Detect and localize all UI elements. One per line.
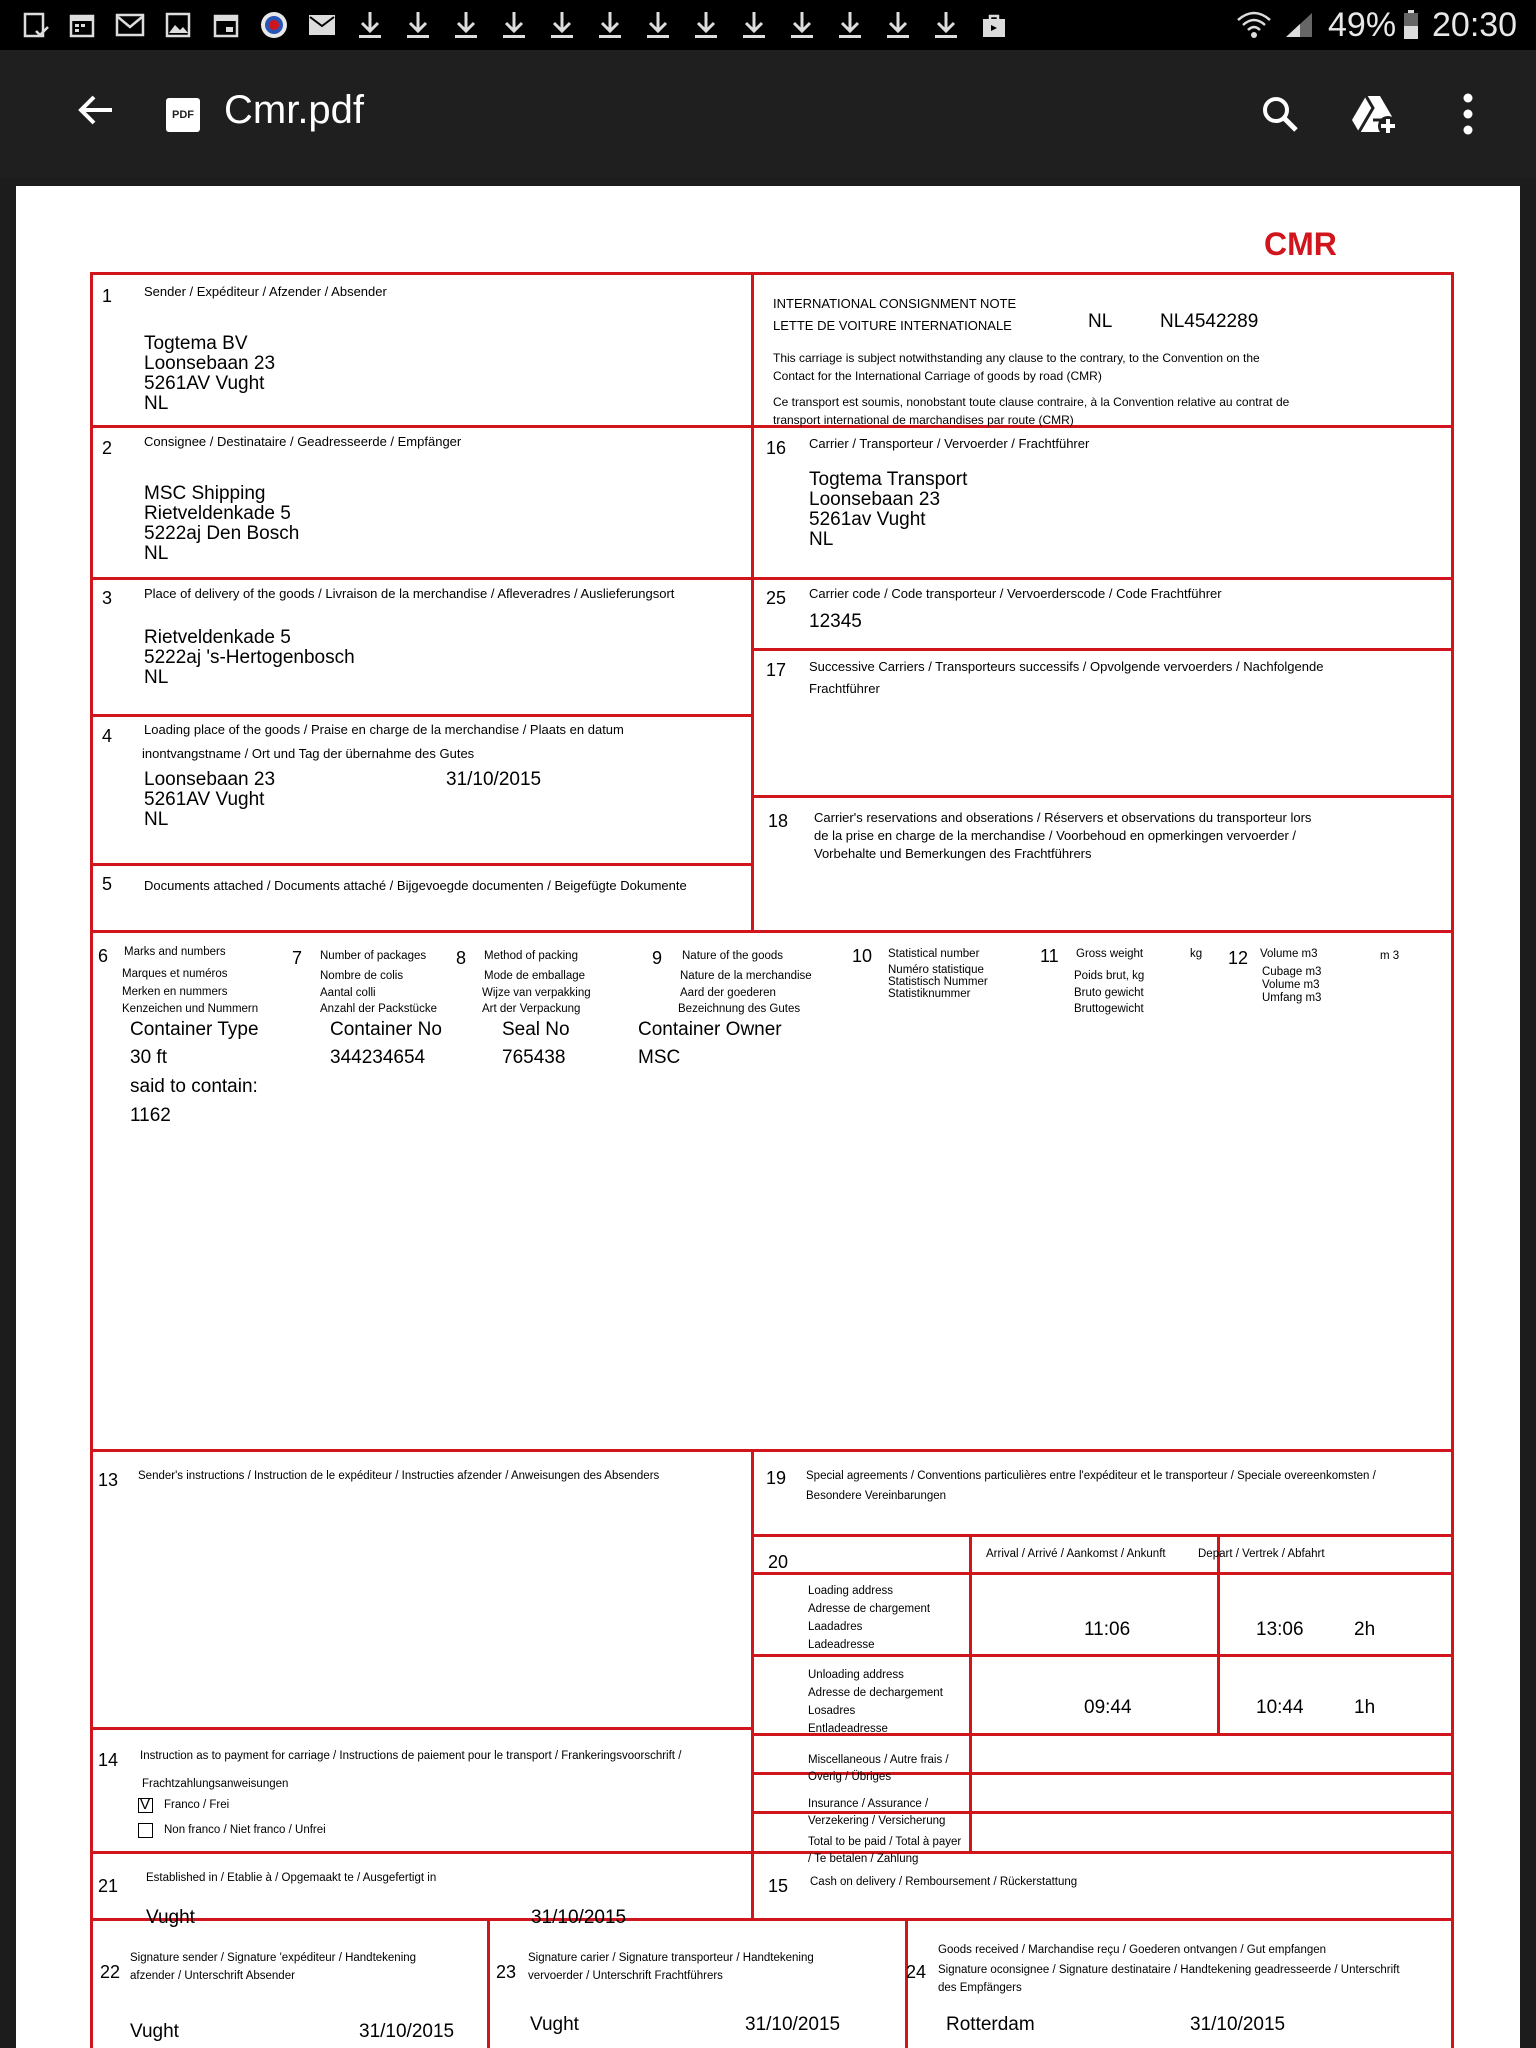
field-19-label-1: Special agreements / Conventions particulières entre l'expéditeur et le transporteur / Speciale overeenkomsten / [806,1470,1376,1482]
field-18-label-2: de la prise en charge de la merchandise / Voorbehoud en opmerkingen vervoerder / [814,828,1297,843]
pdf-page[interactable] [16,186,1520,2048]
field-7-label-3: Aantal colli [320,987,376,999]
field-12-number: 12 [1228,948,1249,968]
field-7-label-4: Anzahl der Packstücke [320,1003,437,1015]
loading-label-4: Ladeadresse [808,1639,875,1651]
unloading-depart-cell [1217,1654,1454,1736]
field-24-label-0: Goods received / Marchandise reçu / Goederen ontvangen / Gut empfangen [938,1944,1327,1956]
download-icon [354,10,386,40]
unloading-arrival-cell [969,1654,1220,1736]
download-icon [594,10,626,40]
field-8-label-1: Method of packing [484,950,578,962]
field-16-number: 16 [766,438,787,458]
total-value-cell [969,1811,1454,1854]
download-icon [834,10,866,40]
field-6-label-4: Kenzeichen und Nummern [122,1003,259,1015]
field-21-label: Established in / Etablie à / Opgemaakt te / Ausgefertigt in [146,1872,437,1884]
total-label-2: / Te betalen / Zahlung [808,1853,919,1865]
field-7-number: 7 [292,948,303,968]
field-23-number: 23 [496,1962,517,1982]
unit-kg: kg [1190,948,1203,960]
mail-icon [306,10,338,40]
add-to-drive-icon[interactable] [1350,90,1398,138]
field-18-label-3: Vorbehalte und Bemerkungen des Frachtführers [814,846,1092,861]
wifi-icon [1234,10,1274,40]
search-icon[interactable] [1256,90,1304,138]
back-arrow-icon[interactable] [72,86,120,134]
goods-header-container-no: Container No [330,1019,442,1040]
field-12-label-1: Volume m3 [1260,948,1318,960]
app-badge-icon [258,10,290,40]
signal-icon [1282,10,1316,40]
consignee-name: MSC Shipping [144,483,266,504]
field-23-label-2: vervoerder / Unterschrift Frachtführers [528,1970,723,1982]
intl-line-2: LETTE DE VOITURE INTERNATIONALE [773,318,1012,333]
field-4-label-2: inontvangstname / Ort und Tag der übernahme des Gutes [142,746,475,761]
unloading-duration: 1h [1354,1697,1376,1718]
container-no-value: 344234654 [330,1047,426,1068]
loading-arrival-cell [969,1572,1220,1657]
download-icon [402,10,434,40]
field-9-label-3: Aard der goederen [680,987,776,999]
loading-label-1: Loading address [808,1585,894,1597]
field-19-number: 19 [766,1468,787,1488]
consignment-number: NL4542289 [1160,311,1259,332]
carrier-code: 12345 [809,611,862,632]
field-8-number: 8 [456,948,467,968]
calendar-icon [66,10,98,40]
field-10-label-3: Statistisch Nummer [888,976,988,988]
field-4-number: 4 [102,726,113,746]
field-14-label-1: Instruction as to payment for carriage / Instructions de paiement pour le transport / Frankeringsvoorschrift / [140,1750,682,1762]
delivery-city: 5222aj 's-Hertogenbosch [144,647,355,668]
field-22-label-2: afzender / Unterschrift Absender [130,1970,295,1982]
carrier-country: NL [809,529,834,550]
total-label-1: Total to be paid / Total à payer [808,1836,962,1848]
sender-country: NL [144,393,169,414]
field-20-number: 20 [768,1552,789,1572]
non-franco-label: Non franco / Niet franco / Unfrei [164,1824,326,1836]
insurance-value-cell [969,1772,1454,1814]
field-15-number: 15 [768,1876,789,1896]
shopping-bag-icon [978,10,1010,40]
field-12-label-3: Volume m3 [1262,979,1320,991]
field-17-label-1: Successive Carriers / Transporteurs successifs / Opvolgende vervoerders / Nachfolgende [809,659,1324,674]
field-7-label-1: Number of packages [320,950,427,962]
download-icon [690,10,722,40]
loading-street: Loonsebaan 23 [144,769,276,790]
field-8-label-4: Art der Verpackung [482,1003,581,1015]
field-5-number: 5 [102,874,113,894]
battery-icon [1400,10,1422,40]
download-icon [882,10,914,40]
sender-name: Togtema BV [144,333,248,354]
field-24-label-2: des Empfängers [938,1982,1022,1994]
non-franco-checkbox[interactable] [138,1823,153,1838]
intl-country: NL [1088,311,1113,332]
field-25-label: Carrier code / Code transporteur / Vervoerderscode / Code Frachtführer [809,586,1222,601]
unloading-depart-time: 10:44 [1256,1697,1304,1718]
depart-header: Depart / Vertrek / Abfahrt [1198,1548,1325,1560]
field-6-label-3: Merken en nummers [122,986,228,998]
screenshot-icon [20,10,52,40]
loading-label-2: Adresse de chargement [808,1603,931,1615]
carrier-city: 5261av Vught [809,509,926,530]
download-icon [738,10,770,40]
download-icon [546,10,578,40]
franco-check-mark: V [140,1796,151,1813]
sender-city: 5261AV Vught [144,373,265,394]
franco-label: Franco / Frei [164,1799,230,1811]
misc-label-2: Overig / Übriges [808,1771,892,1783]
insurance-label-2: Verzekering / Versicherung [808,1815,946,1827]
loading-date: 31/10/2015 [446,769,542,790]
field-17-number: 17 [766,660,787,680]
download-icon [930,10,962,40]
gmail-icon [114,10,146,40]
field-6-label-2: Marques et numéros [122,968,228,980]
field-17-label-2: Frachtführer [809,681,880,696]
intl-line-1: INTERNATIONAL CONSIGNMENT NOTE [773,296,1017,311]
field-13-label: Sender's instructions / Instruction de le expéditeur / Instructies afzender / Anweisungen des Absenders [138,1470,660,1482]
field-1-label: Sender / Expéditeur / Afzender / Absender [144,284,387,299]
download-icon [786,10,818,40]
field-9-label-1: Nature of the goods [682,950,784,962]
field-9-number: 9 [652,948,663,968]
calendar-event-icon [210,10,242,40]
field-11-label-3: Bruto gewicht [1074,987,1144,999]
field-7-label-2: Nombre de colis [320,970,404,982]
field-18-number: 18 [768,811,789,831]
image-icon [162,10,194,40]
field-15-label: Cash on delivery / Remboursement / Rückerstattung [810,1876,1078,1888]
unloading-arrival-time: 09:44 [1084,1697,1132,1718]
clock: 20:30 [1432,6,1518,44]
field-8-label-3: Wijze van verpakking [482,987,591,999]
unit-m3: m 3 [1380,950,1400,962]
carrier-sign-date: 31/10/2015 [745,2014,841,2035]
loading-label-3: Laadadres [808,1621,863,1633]
more-options-icon[interactable] [1444,90,1492,138]
said-to-contain: said to contain: [130,1076,258,1097]
delivery-country: NL [144,667,169,688]
field-9-label-4: Bezeichnung des Gutes [678,1003,801,1015]
intl-para-1b: Contact for the International Carriage of goods by road (CMR) [773,369,1102,383]
intl-para-2a: Ce transport est soumis, nonobstant toute clause contraire, à la Convention relative au contrat de [773,395,1290,409]
delivery-street: Rietveldenkade 5 [144,627,291,648]
consignee-sign-place: Rotterdam [946,2014,1035,2035]
field-14-label-2: Frachtzahlungsanweisungen [142,1778,289,1790]
arrival-header: Arrival / Arrivé / Aankomst / Ankunft [986,1548,1166,1560]
unloading-label-4: Entladeadresse [808,1723,888,1735]
seal-no-value: 765438 [502,1047,566,1068]
field-22-label-1: Signature sender / Signature 'expéditeur / Handtekening [130,1952,417,1964]
field-11-label-2: Poids brut, kg [1074,970,1145,982]
intl-para-2b: transport international de marchandises par route (CMR) [773,413,1074,427]
consignee-country: NL [144,543,169,564]
unloading-label-1: Unloading address [808,1669,904,1681]
field-12-label-2: Cubage m3 [1262,966,1322,978]
contents-count: 1162 [130,1105,171,1126]
misc-value-cell [969,1733,1454,1775]
unloading-label-2: Adresse de dechargement [808,1687,943,1699]
field-18-label-1: Carrier's reservations and obserations / Réservers et observations du transporteur lors [814,810,1312,825]
field-14-number: 14 [98,1750,119,1770]
carrier-street: Loonsebaan 23 [809,489,941,510]
field-24-label-1: Signature oconsignee / Signature destinataire / Handtekening geadresseerde / Unterschrift [938,1964,1400,1976]
container-owner-value: MSC [638,1047,681,1068]
field-3-label: Place of delivery of the goods / Livraison de la merchandise / Afleveradres / Auslieferungsort [144,586,675,601]
consignee-city: 5222aj Den Bosch [144,523,300,544]
goods-header-container-type: Container Type [130,1019,259,1040]
loading-country: NL [144,809,169,830]
loading-duration: 2h [1354,1619,1376,1640]
sender-sign-place: Vught [130,2021,179,2042]
field-3-number: 3 [102,588,113,608]
field-12-label-4: Umfang m3 [1262,992,1322,1004]
field-13-number: 13 [98,1470,119,1490]
download-icon [450,10,482,40]
unloading-label-3: Losadres [808,1705,856,1717]
field-10-number: 10 [852,946,873,966]
field-19-label-2: Besondere Vereinbarungen [806,1490,947,1502]
loading-depart-cell [1217,1572,1454,1657]
download-icon [642,10,674,40]
field-21-number: 21 [98,1876,119,1896]
carrier-name: Togtema Transport [809,469,968,490]
document-title: Cmr.pdf [224,88,365,132]
consignee-sign-date: 31/10/2015 [1190,2014,1286,2035]
field-22-number: 22 [100,1962,121,1982]
field-11-number: 11 [1040,946,1059,966]
field-11-label-1: Gross weight [1076,948,1144,960]
field-23-label-1: Signature carier / Signature transporteur / Handtekening [528,1952,814,1964]
franco-checkbox[interactable] [138,1798,153,1813]
app-bar [0,50,1536,178]
consignee-street: Rietveldenkade 5 [144,503,291,524]
sender-sign-date: 31/10/2015 [359,2021,455,2042]
field-1-number: 1 [102,286,113,306]
pdf-file-icon: PDF [166,98,200,132]
goods-header-container-owner: Container Owner [638,1019,782,1040]
field-8-label-2: Mode de emballage [484,970,586,982]
misc-label-1: Miscellaneous / Autre frais / [808,1754,949,1766]
battery-percent: 49% [1328,6,1397,44]
goods-header-seal-no: Seal No [502,1019,570,1040]
field-10-label-1: Statistical number [888,948,980,960]
carrier-sign-place: Vught [530,2014,579,2035]
intl-para-1a: This carriage is subject notwithstanding any clause to the contrary, to the Convention on the [773,351,1260,365]
field-10-label-2: Numéro statistique [888,964,984,976]
field-6-label-1: Marks and numbers [124,946,226,958]
loading-depart-time: 13:06 [1256,1619,1304,1640]
field-9-label-2: Nature de la merchandise [680,970,812,982]
field-5-label: Documents attached / Documents attaché / Bijgevoegde documenten / Beigefügte Dokumente [144,878,687,893]
loading-city: 5261AV Vught [144,789,265,810]
field-24-number: 24 [906,1962,927,1982]
established-date: 31/10/2015 [531,1907,627,1928]
field-11-label-4: Bruttogewicht [1074,1003,1144,1015]
field-10-label-4: Statistiknummer [888,988,971,1000]
container-type-value: 30 ft [130,1047,167,1068]
field-5-box [90,863,754,933]
field-2-number: 2 [102,438,113,458]
loading-arrival-time: 11:06 [1084,1619,1131,1640]
status-bar [0,0,1536,50]
field-4-label-1: Loading place of the goods / Praise en charge de la merchandise / Plaats en datum [144,722,624,737]
insurance-label-1: Insurance / Assurance / [808,1798,929,1810]
field-6-number: 6 [98,946,109,966]
established-place: Vught [146,1907,195,1928]
field-25-number: 25 [766,588,787,608]
field-2-label: Consignee / Destinataire / Geadresseerde / Empfänger [144,434,462,449]
field-13-box [90,1449,754,1730]
download-icon [498,10,530,40]
field-16-label: Carrier / Transporteur / Vervoerder / Frachtführer [809,436,1090,451]
sender-street: Loonsebaan 23 [144,353,276,374]
cmr-title: CMR [1264,226,1337,262]
